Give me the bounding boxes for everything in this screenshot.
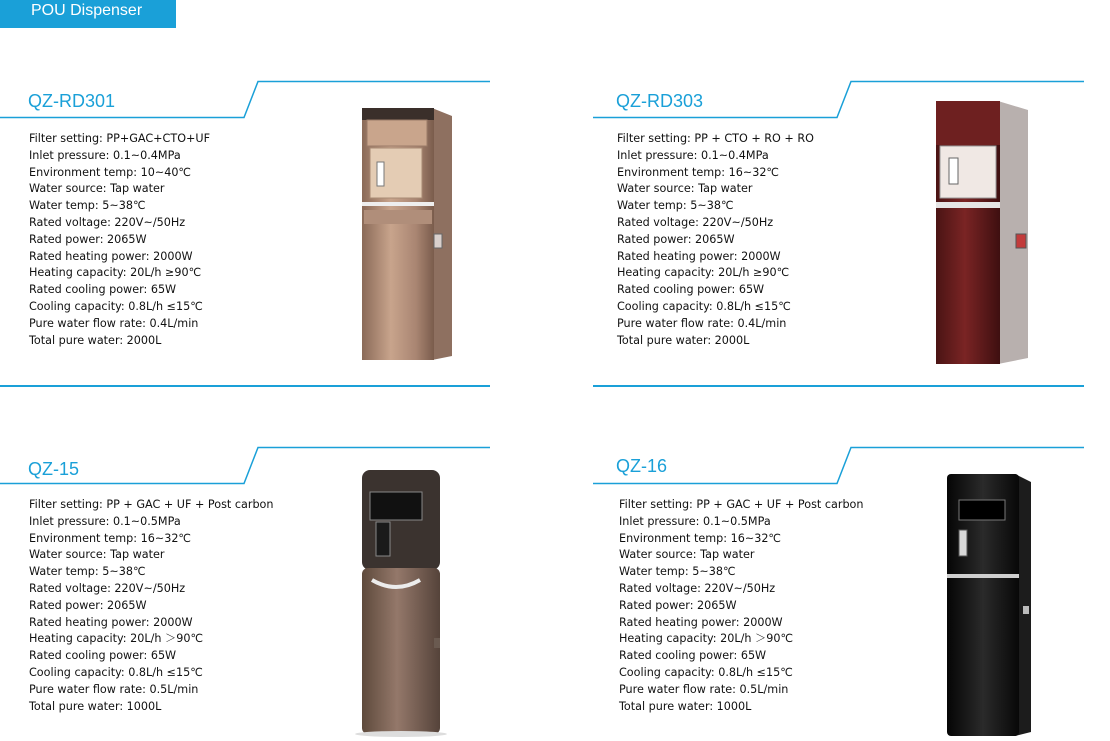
spec-water-source: Water source: Tap water — [29, 548, 165, 562]
spec-environment-temp: Environment temp: 16~32℃ — [619, 531, 781, 545]
spec-inlet-pressure: Inlet pressure: 0.1~0.5MPa — [29, 514, 181, 528]
spec-pure-water-flow-rate: Pure water flow rate: 0.5L/min — [619, 682, 789, 696]
spec-total-pure-water: Total pure water: 2000L — [29, 333, 162, 347]
spec-total-pure-water: Total pure water: 1000L — [619, 699, 752, 713]
spec-cooling-capacity: Cooling capacity: 0.8L/h ≤15℃ — [29, 665, 203, 679]
spec-rated-voltage: Rated voltage: 220V~/50Hz — [29, 581, 186, 595]
product-card-qz-15 — [0, 446, 490, 741]
spec-list — [617, 131, 814, 349]
spec-rated-voltage: Rated voltage: 220V~/50Hz — [617, 215, 774, 229]
spec-inlet-pressure: Inlet pressure: 0.1~0.4MPa — [29, 148, 181, 162]
model-name: QZ-RD301 — [28, 91, 116, 111]
spec-filter-setting: Filter setting: PP+GAC+CTO+UF — [29, 132, 210, 145]
spec-heating-capacity: Heating capacity: 20L/h ＞90℃ — [29, 632, 204, 646]
spec-rated-power: Rated power: 2065W — [617, 232, 735, 246]
spec-filter-setting: Filter setting: PP + CTO + RO + RO — [617, 132, 814, 145]
spec-rated-heating-power: Rated heating power: 2000W — [619, 615, 783, 629]
spec-pure-water-flow-rate: Pure water flow rate: 0.4L/min — [617, 316, 787, 330]
spec-cooling-capacity: Cooling capacity: 0.8L/h ≤15℃ — [619, 665, 793, 679]
spec-heating-capacity: Heating capacity: 20L/h ＞90℃ — [619, 632, 794, 646]
spec-environment-temp: Environment temp: 10~40℃ — [29, 165, 191, 179]
page-category-banner: POU Dispenser — [0, 0, 176, 28]
spec-inlet-pressure: Inlet pressure: 0.1~0.5MPa — [619, 514, 771, 528]
spec-filter-setting: Filter setting: PP + GAC + UF + Post carbon — [619, 498, 864, 511]
spec-water-temp: Water temp: 5~38℃ — [29, 199, 146, 213]
spec-pure-water-flow-rate: Pure water flow rate: 0.5L/min — [29, 682, 199, 696]
spec-rated-heating-power: Rated heating power: 2000W — [29, 249, 193, 263]
spec-rated-power: Rated power: 2065W — [619, 598, 737, 612]
spec-total-pure-water: Total pure water: 1000L — [29, 699, 162, 713]
spec-rated-voltage: Rated voltage: 220V~/50Hz — [619, 581, 776, 595]
product-image-bronze-dispenser — [350, 468, 450, 738]
product-image-gold-dispenser — [358, 104, 458, 364]
spec-cooling-capacity: Cooling capacity: 0.8L/h ≤15℃ — [617, 299, 791, 313]
spec-heating-capacity: Heating capacity: 20L/h ≥90℃ — [617, 266, 790, 280]
spec-list — [619, 497, 864, 715]
spec-water-temp: Water temp: 5~38℃ — [617, 199, 734, 213]
spec-rated-heating-power: Rated heating power: 2000W — [29, 615, 193, 629]
spec-rated-heating-power: Rated heating power: 2000W — [617, 249, 781, 263]
spec-rated-cooling-power: Rated cooling power: 65W — [619, 649, 767, 663]
model-name: QZ-RD303 — [616, 91, 704, 111]
spec-environment-temp: Environment temp: 16~32℃ — [617, 165, 779, 179]
card-bottom-rule — [0, 385, 490, 387]
card-bottom-rule — [593, 385, 1084, 387]
spec-filter-setting: Filter setting: PP + GAC + UF + Post carbon — [29, 498, 274, 511]
spec-water-source: Water source: Tap water — [617, 182, 753, 196]
spec-rated-power: Rated power: 2065W — [29, 232, 147, 246]
spec-inlet-pressure: Inlet pressure: 0.1~0.4MPa — [617, 148, 769, 162]
spec-heating-capacity: Heating capacity: 20L/h ≥90℃ — [29, 266, 202, 280]
spec-water-temp: Water temp: 5~38℃ — [619, 565, 736, 579]
model-name: QZ-15 — [28, 459, 80, 479]
model-name: QZ-16 — [616, 456, 668, 476]
spec-environment-temp: Environment temp: 16~32℃ — [29, 531, 191, 545]
spec-water-temp: Water temp: 5~38℃ — [29, 565, 146, 579]
product-card-qz-rd303 — [593, 80, 1084, 390]
spec-rated-voltage: Rated voltage: 220V~/50Hz — [29, 215, 186, 229]
spec-water-source: Water source: Tap water — [29, 182, 165, 196]
spec-rated-power: Rated power: 2065W — [29, 598, 147, 612]
spec-pure-water-flow-rate: Pure water flow rate: 0.4L/min — [29, 316, 199, 330]
spec-water-source: Water source: Tap water — [619, 548, 755, 562]
spec-rated-cooling-power: Rated cooling power: 65W — [29, 649, 177, 663]
spec-total-pure-water: Total pure water: 2000L — [617, 333, 750, 347]
product-card-qz-rd301 — [0, 80, 490, 390]
spec-list — [29, 497, 274, 715]
spec-rated-cooling-power: Rated cooling power: 65W — [617, 283, 765, 297]
spec-rated-cooling-power: Rated cooling power: 65W — [29, 283, 177, 297]
spec-list — [29, 131, 210, 349]
product-image-black-dispenser — [945, 472, 1035, 738]
product-image-red-dispenser — [932, 98, 1032, 368]
product-card-qz-16 — [593, 446, 1084, 741]
spec-cooling-capacity: Cooling capacity: 0.8L/h ≤15℃ — [29, 299, 203, 313]
